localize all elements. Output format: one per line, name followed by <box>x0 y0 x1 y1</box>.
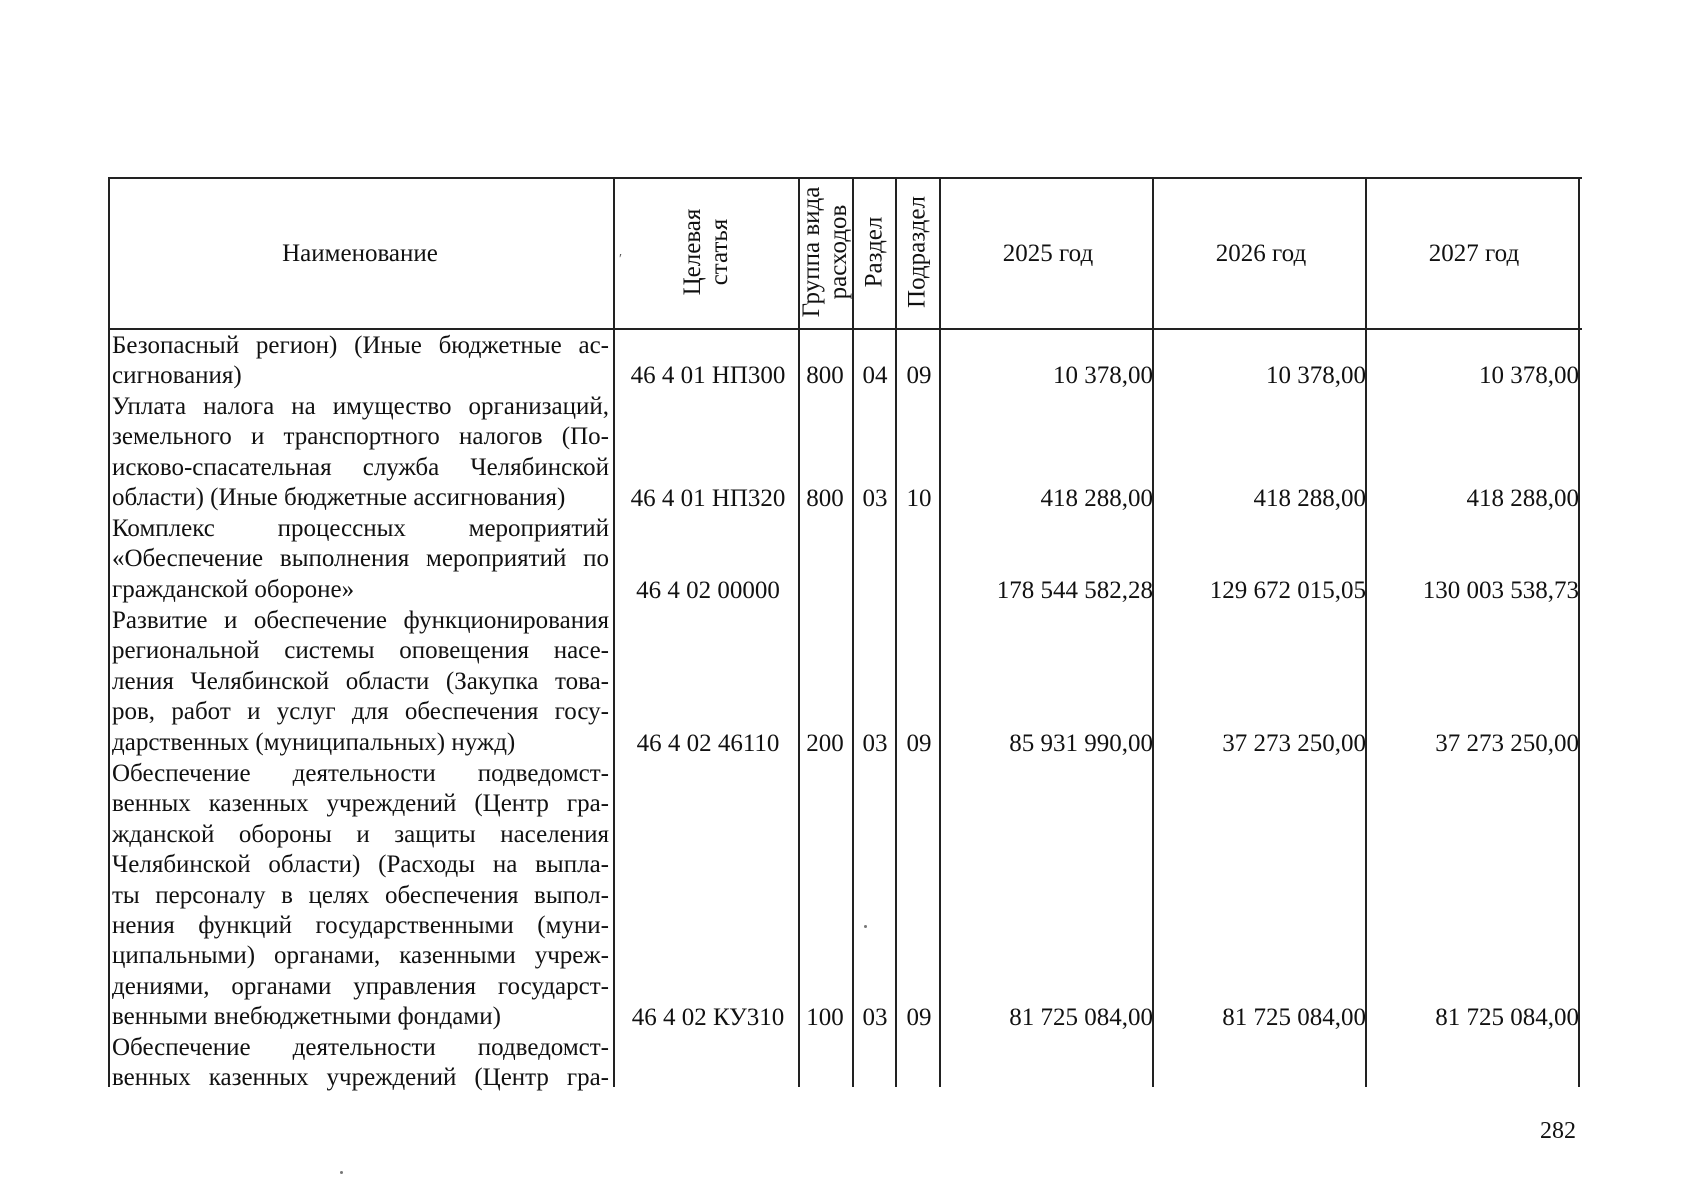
row-name: Безопасный регион) (Иные бюджетные ас- сигнования) <box>112 332 609 390</box>
row-amount-2025: 10 378,00 <box>1053 362 1153 389</box>
row-name: Развитие и обеспечение функционирования региональной системы оповещения насе- ления Челябинской области (Закупка това- ров, работ и услуг для обеспечения госу- дарственных (муниципальных) нужд) <box>112 607 609 756</box>
row-code: 46 4 02 00000 <box>636 577 780 604</box>
col-divider-group <box>852 177 854 1087</box>
row-group: 800 <box>806 362 844 389</box>
row-subsection: 09 <box>906 362 932 389</box>
row-amount-2026: 81 725 084,00 <box>1222 1004 1366 1031</box>
scan-tick-mark: ′ <box>619 252 623 267</box>
row-amount-2026: 37 273 250,00 <box>1222 730 1366 757</box>
col-divider-section <box>895 177 897 1087</box>
header-year-2027: 2027 год <box>1428 240 1520 267</box>
row-amount-2025: 178 544 582,28 <box>996 577 1153 604</box>
table-top-border <box>108 177 1582 179</box>
row-amount-2026: 129 672 015,05 <box>1209 577 1366 604</box>
row-group: 200 <box>806 730 844 757</box>
row-group: 800 <box>806 485 844 512</box>
row-name: Обеспечение деятельности подведомст- венных казенных учреждений (Центр гра- <box>112 1034 609 1092</box>
scan-speck <box>340 1171 343 1174</box>
page-number: 282 <box>1540 1118 1576 1144</box>
row-amount-2027: 37 273 250,00 <box>1435 730 1579 757</box>
header-name: Наименование <box>282 240 438 267</box>
col-divider-2025 <box>1152 177 1154 1087</box>
row-section: 04 <box>862 362 888 389</box>
table-right-border <box>1578 177 1580 1087</box>
header-target-article: Целевая статья <box>679 208 733 296</box>
row-name: Комплекс процессных мероприятий «Обеспечение выполнения мероприятий по гражданской обороне» <box>112 515 609 603</box>
row-name: Обеспечение деятельности подведомст- венных казенных учреждений (Центр гра- жданской обороны и защиты населения Челябинской области) (Расходы на выпла- ты персоналу в целях обеспечения выпол- нения функций государственными (муни- ципальными) органами, казенными учреж- дениями, органами управления государст- венными внебюджетными фондами) <box>112 760 609 1031</box>
col-divider-name <box>613 177 615 1087</box>
row-amount-2025: 85 931 990,00 <box>1009 730 1153 757</box>
row-code: 46 4 01 НП320 <box>630 485 786 512</box>
row-group: 100 <box>806 1004 844 1031</box>
header-subsection: Подраздел <box>903 196 931 308</box>
header-expense-group: Группа вида расходов <box>798 186 852 318</box>
header-section: Раздел <box>860 216 888 288</box>
row-name: Уплата налога на имущество организаций, земельного и транспортного налогов (По- исково-спасательная служба Челябинской области) (Иные бюджетные ассигнования) <box>112 393 609 512</box>
col-divider-2026 <box>1365 177 1367 1087</box>
row-subsection: 10 <box>906 485 932 512</box>
row-section: 03 <box>862 1004 888 1031</box>
table-left-border <box>108 177 110 1087</box>
row-code: 46 4 01 НП300 <box>630 362 786 389</box>
header-year-2025: 2025 год <box>1002 240 1094 267</box>
row-code: 46 4 02 КУ310 <box>631 1004 785 1031</box>
row-amount-2027: 81 725 084,00 <box>1435 1004 1579 1031</box>
row-amount-2025: 81 725 084,00 <box>1009 1004 1153 1031</box>
row-amount-2025: 418 288,00 <box>1040 485 1153 512</box>
col-divider-subsection <box>939 177 941 1087</box>
row-subsection: 09 <box>906 1004 932 1031</box>
row-section: 03 <box>862 485 888 512</box>
row-amount-2027: 130 003 538,73 <box>1422 577 1579 604</box>
scan-speck <box>864 925 867 928</box>
row-amount-2027: 10 378,00 <box>1479 362 1579 389</box>
row-amount-2026: 10 378,00 <box>1266 362 1366 389</box>
row-amount-2026: 418 288,00 <box>1253 485 1366 512</box>
row-code: 46 4 02 46110 <box>636 730 780 757</box>
row-section: 03 <box>862 730 888 757</box>
table-header-bottom-border <box>108 328 1582 330</box>
header-year-2026: 2026 год <box>1215 240 1307 267</box>
row-amount-2027: 418 288,00 <box>1466 485 1579 512</box>
row-subsection: 09 <box>906 730 932 757</box>
